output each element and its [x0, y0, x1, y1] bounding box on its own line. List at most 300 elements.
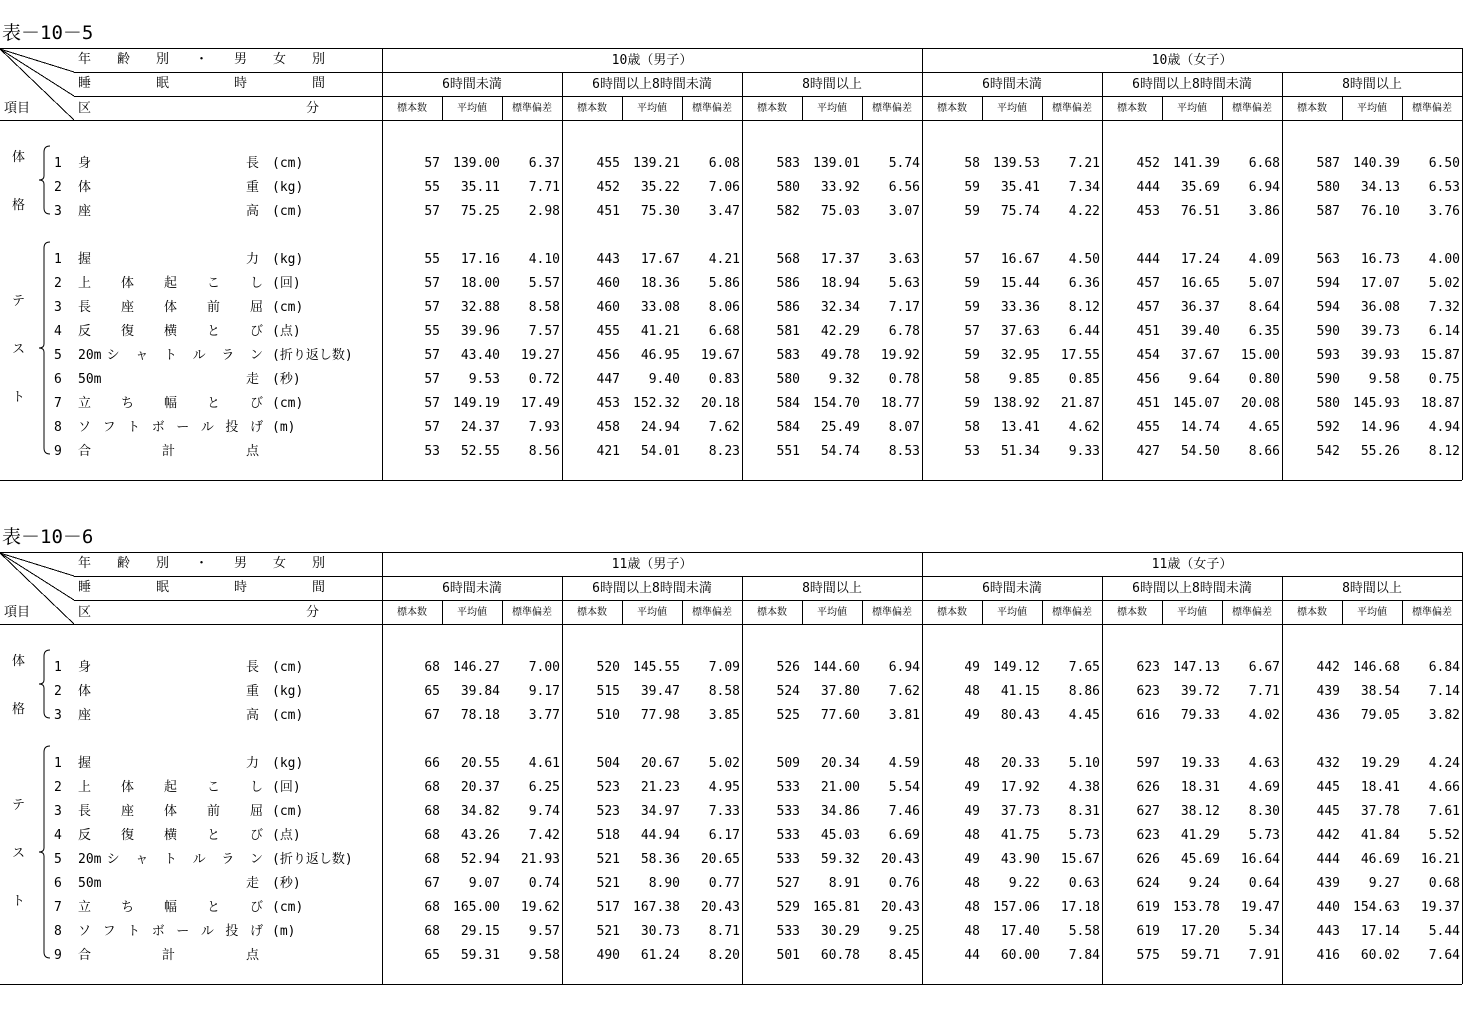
data-cell: 0.85: [1068, 372, 1100, 387]
data-cell: 68: [424, 780, 440, 795]
data-cell: 16.65: [1180, 276, 1220, 291]
row-label-char: 50m: [78, 876, 102, 891]
data-cell: 6.44: [1068, 324, 1100, 339]
data-cell: 65: [424, 684, 440, 699]
data-cell: 52.94: [460, 852, 500, 867]
data-cell: 59: [964, 300, 980, 315]
category-label-test: テ: [12, 798, 26, 813]
data-cell: 20.18: [700, 396, 740, 411]
data-cell: 6.17: [708, 828, 740, 843]
data-cell: 75.03: [820, 204, 860, 219]
data-cell: 149.12: [993, 660, 1040, 675]
data-cell: 48: [964, 900, 980, 915]
data-cell: 5.57: [528, 276, 560, 291]
data-cell: 7.21: [1068, 156, 1100, 171]
data-cell: 49: [964, 660, 980, 675]
data-cell: 41.29: [1180, 828, 1220, 843]
data-cell: 4.59: [888, 756, 920, 771]
data-cell: 453: [596, 396, 620, 411]
row-label-char: 立: [78, 396, 92, 411]
data-cell: 9.07: [468, 876, 500, 891]
data-cell: 444: [1136, 180, 1160, 195]
data-cell: 587: [1316, 156, 1340, 171]
data-cell: 0.75: [1428, 372, 1460, 387]
data-cell: 139.00: [453, 156, 500, 171]
data-cell: 5.73: [1248, 828, 1280, 843]
data-cell: 5.73: [1068, 828, 1100, 843]
header-row1-char: 女: [273, 52, 287, 67]
data-cell: 75.30: [640, 204, 680, 219]
data-cell: 597: [1136, 756, 1160, 771]
data-cell: 4.95: [708, 780, 740, 795]
header-row1-char: 齢: [117, 556, 131, 571]
data-cell: 43.26: [460, 828, 500, 843]
data-cell: 39.47: [640, 684, 680, 699]
stat-label-header: 標本数: [1297, 103, 1327, 114]
data-cell: 521: [596, 876, 620, 891]
row-unit: (m): [272, 924, 296, 939]
data-cell: 139.01: [813, 156, 860, 171]
data-cell: 37.78: [1360, 804, 1400, 819]
row-label-char: げ: [250, 924, 264, 939]
data-cell: 54.50: [1180, 444, 1220, 459]
data-cell: 4.69: [1248, 780, 1280, 795]
header-row1-char: 女: [273, 556, 287, 571]
row-number: 9: [54, 444, 62, 459]
data-cell: 39.93: [1360, 348, 1400, 363]
data-cell: 43.40: [460, 348, 500, 363]
data-cell: 436: [1316, 708, 1340, 723]
data-cell: 157.06: [993, 900, 1040, 915]
row-number: 8: [54, 924, 62, 939]
stat-label-header: 平均値: [997, 103, 1027, 114]
row-label-char: 横: [164, 324, 178, 339]
data-cell: 59: [964, 396, 980, 411]
row-label-char: 座: [78, 708, 92, 723]
header-row1-char: 別: [156, 52, 170, 67]
stat-label-header: 標準偏差: [1412, 607, 1452, 618]
data-cell: 509: [776, 756, 800, 771]
data-cell: 9.58: [1368, 372, 1400, 387]
data-cell: 48: [964, 876, 980, 891]
row-number: 1: [54, 252, 62, 267]
row-label-char: 幅: [164, 396, 178, 411]
data-cell: 520: [596, 660, 620, 675]
header-row2-char: 眠: [156, 76, 170, 91]
stat-label-header: 平均値: [637, 607, 667, 618]
data-cell: 6.25: [528, 780, 560, 795]
data-cell: 8.58: [708, 684, 740, 699]
data-cell: 533: [776, 804, 800, 819]
header-row1-char: ・: [195, 52, 209, 67]
row-label-char: 起: [164, 276, 178, 291]
row-label-char: 前: [207, 804, 221, 819]
data-cell: 7.17: [888, 300, 920, 315]
data-cell: 34.97: [640, 804, 680, 819]
data-cell: 8.45: [888, 948, 920, 963]
diag-line: [0, 49, 74, 72]
data-cell: 3.47: [708, 204, 740, 219]
data-cell: 57: [424, 204, 440, 219]
row-unit: (回): [272, 276, 301, 291]
data-cell: 626: [1136, 780, 1160, 795]
stat-label-header: 標準偏差: [1052, 607, 1092, 618]
data-cell: 145.93: [1353, 396, 1400, 411]
brace-body: [39, 146, 50, 214]
data-cell: 20.65: [700, 852, 740, 867]
row-label-char: し: [250, 780, 264, 795]
data-cell: 46.95: [640, 348, 680, 363]
data-cell: 57: [424, 372, 440, 387]
data-cell: 36.37: [1180, 300, 1220, 315]
row-number: 4: [54, 828, 62, 843]
row-label-char: 体: [121, 276, 135, 291]
data-cell: 140.39: [1353, 156, 1400, 171]
data-cell: 38.12: [1180, 804, 1220, 819]
data-cell: 17.49: [520, 396, 560, 411]
stat-label-header: 平均値: [1357, 103, 1387, 114]
stat-label-header: 標準偏差: [1232, 103, 1272, 114]
stat-label-header: 標本数: [397, 607, 427, 618]
data-cell: 6.94: [888, 660, 920, 675]
row-label-char: ト: [127, 924, 141, 939]
data-cell: 15.87: [1420, 348, 1460, 363]
data-cell: 8.58: [528, 300, 560, 315]
data-cell: 457: [1136, 276, 1160, 291]
header-row1-char: 別: [312, 52, 326, 67]
data-cell: 490: [596, 948, 620, 963]
data-cell: 4.62: [1068, 420, 1100, 435]
data-cell: 41.75: [1000, 828, 1040, 843]
row-number: 2: [54, 684, 62, 699]
data-cell: 9.27: [1368, 876, 1400, 891]
data-cell: 20.55: [460, 756, 500, 771]
data-cell: 49: [964, 852, 980, 867]
data-cell: 75.74: [1000, 204, 1040, 219]
brace-body: [39, 650, 50, 718]
data-cell: 9.22: [1008, 876, 1040, 891]
data-cell: 451: [1136, 396, 1160, 411]
data-cell: 455: [596, 324, 620, 339]
stat-label-header: 標本数: [757, 607, 787, 618]
row-label-char: ボ: [151, 420, 165, 435]
data-cell: 35.11: [460, 180, 500, 195]
data-cell: 58: [964, 156, 980, 171]
data-cell: 6.68: [708, 324, 740, 339]
data-cell: 20.08: [1240, 396, 1280, 411]
data-cell: 7.93: [528, 420, 560, 435]
data-cell: 5.74: [888, 156, 920, 171]
data-cell: 451: [596, 204, 620, 219]
data-cell: 3.07: [888, 204, 920, 219]
data-cell: 153.78: [1173, 900, 1220, 915]
row-label-char: ち: [121, 900, 135, 915]
data-cell: 37.80: [820, 684, 860, 699]
data-cell: 19.92: [880, 348, 920, 363]
data-cell: 41.15: [1000, 684, 1040, 699]
data-cell: 48: [964, 828, 980, 843]
data-cell: 3.63: [888, 252, 920, 267]
row-label-char: ル: [200, 420, 214, 435]
data-cell: 16.67: [1000, 252, 1040, 267]
data-cell: 4.00: [1428, 252, 1460, 267]
data-cell: 145.07: [1173, 396, 1220, 411]
data-cell: 9.64: [1188, 372, 1220, 387]
data-cell: 44: [964, 948, 980, 963]
sleep-group-header: 6時間以上8時間未満: [592, 581, 712, 596]
data-cell: 9.25: [888, 924, 920, 939]
data-cell: 48: [964, 756, 980, 771]
stat-label-header: 標準偏差: [872, 103, 912, 114]
data-cell: 21.87: [1060, 396, 1100, 411]
stat-label-header: 平均値: [457, 103, 487, 114]
data-cell: 624: [1136, 876, 1160, 891]
row-number: 7: [54, 396, 62, 411]
header-row2-char: 時: [234, 580, 248, 595]
row-label-char: 上: [78, 780, 92, 795]
data-cell: 523: [596, 804, 620, 819]
row-label-char: 長: [246, 660, 260, 675]
data-cell: 5.10: [1068, 756, 1100, 771]
data-cell: 0.68: [1428, 876, 1460, 891]
header-row3-char: 区: [78, 101, 92, 116]
age-sex-group-header: 11歳（男子）: [611, 557, 693, 572]
row-number: 7: [54, 900, 62, 915]
header-row2-char: 睡: [78, 76, 92, 91]
data-cell: 0.78: [888, 372, 920, 387]
row-label-char: 上: [78, 276, 92, 291]
data-cell: 60.78: [820, 948, 860, 963]
data-cell: 18.94: [820, 276, 860, 291]
stat-label-header: 平均値: [1357, 607, 1387, 618]
brace-test: [39, 242, 50, 454]
row-label-char: 力: [246, 756, 260, 771]
data-cell: 19.67: [700, 348, 740, 363]
data-cell: 455: [1136, 420, 1160, 435]
data-cell: 3.85: [708, 708, 740, 723]
data-cell: 39.96: [460, 324, 500, 339]
data-cell: 551: [776, 444, 800, 459]
header-row1-char: 別: [312, 556, 326, 571]
row-number: 6: [54, 876, 62, 891]
row-label-char: 体: [78, 684, 92, 699]
data-cell: 584: [776, 420, 800, 435]
data-cell: 8.07: [888, 420, 920, 435]
data-cell: 4.61: [528, 756, 560, 771]
row-label-char: 座: [78, 204, 92, 219]
data-cell: 8.86: [1068, 684, 1100, 699]
data-cell: 590: [1316, 324, 1340, 339]
data-cell: 39.73: [1360, 324, 1400, 339]
data-cell: 59.32: [820, 852, 860, 867]
data-cell: 9.74: [528, 804, 560, 819]
data-cell: 68: [424, 828, 440, 843]
data-cell: 0.76: [888, 876, 920, 891]
row-unit: (m): [272, 420, 296, 435]
data-cell: 518: [596, 828, 620, 843]
row-number: 3: [54, 708, 62, 723]
data-cell: 16.21: [1420, 852, 1460, 867]
data-cell: 19.37: [1420, 900, 1460, 915]
row-label-char: 走: [246, 876, 260, 891]
data-cell: 17.16: [460, 252, 500, 267]
stat-label-header: 標本数: [397, 103, 427, 114]
row-label-char: 握: [78, 252, 92, 267]
data-cell: 7.14: [1428, 684, 1460, 699]
data-cell: 7.32: [1428, 300, 1460, 315]
data-cell: 77.60: [820, 708, 860, 723]
data-cell: 517: [596, 900, 620, 915]
data-cell: 48: [964, 684, 980, 699]
data-cell: 0.77: [708, 876, 740, 891]
data-cell: 19.29: [1360, 756, 1400, 771]
category-label-body: 体: [12, 654, 26, 669]
sleep-group-header: 6時間以上8時間未満: [1132, 581, 1252, 596]
data-cell: 55: [424, 252, 440, 267]
table-title: 表－10－5: [2, 22, 94, 44]
data-cell: 54.74: [820, 444, 860, 459]
data-cell: 460: [596, 276, 620, 291]
data-cell: 440: [1316, 900, 1340, 915]
data-cell: 57: [964, 252, 980, 267]
row-label-char: ト: [164, 348, 178, 363]
row-label-char: ル: [192, 852, 206, 867]
stat-label-header: 標本数: [937, 103, 967, 114]
data-cell: 4.22: [1068, 204, 1100, 219]
data-cell: 38.54: [1360, 684, 1400, 699]
data-cell: 60.00: [1000, 948, 1040, 963]
data-cell: 4.50: [1068, 252, 1100, 267]
data-cell: 593: [1316, 348, 1340, 363]
data-cell: 439: [1316, 876, 1340, 891]
data-cell: 67: [424, 876, 440, 891]
data-cell: 533: [776, 780, 800, 795]
row-unit: (点): [272, 324, 301, 339]
data-cell: 9.53: [468, 372, 500, 387]
data-cell: 32.34: [820, 300, 860, 315]
data-cell: 17.67: [640, 252, 680, 267]
data-cell: 66: [424, 756, 440, 771]
stat-label-header: 標準偏差: [692, 103, 732, 114]
data-cell: 165.00: [453, 900, 500, 915]
data-cell: 7.62: [708, 420, 740, 435]
data-cell: 48: [964, 924, 980, 939]
data-cell: 0.80: [1248, 372, 1280, 387]
data-cell: 152.32: [633, 396, 680, 411]
data-cell: 17.92: [1000, 780, 1040, 795]
data-cell: 7.57: [528, 324, 560, 339]
data-cell: 146.27: [453, 660, 500, 675]
data-cell: 17.40: [1000, 924, 1040, 939]
data-cell: 6.14: [1428, 324, 1460, 339]
brace-test: [39, 746, 50, 958]
data-cell: 432: [1316, 756, 1340, 771]
data-cell: 586: [776, 276, 800, 291]
data-cell: 575: [1136, 948, 1160, 963]
data-cell: 580: [1316, 180, 1340, 195]
row-label-char: 長: [78, 300, 92, 315]
data-cell: 16.64: [1240, 852, 1280, 867]
row-label-char: 復: [121, 324, 135, 339]
row-label-char: 屈: [250, 804, 264, 819]
data-cell: 14.74: [1180, 420, 1220, 435]
data-cell: 6.67: [1248, 660, 1280, 675]
data-cell: 7.62: [888, 684, 920, 699]
category-label-body: 体: [12, 150, 26, 165]
header-row2-char: 眠: [156, 580, 170, 595]
data-cell: 75.25: [460, 204, 500, 219]
data-cell: 7.09: [708, 660, 740, 675]
data-cell: 580: [1316, 396, 1340, 411]
data-cell: 5.07: [1248, 276, 1280, 291]
data-cell: 55: [424, 180, 440, 195]
data-cell: 37.67: [1180, 348, 1220, 363]
data-cell: 146.68: [1353, 660, 1400, 675]
data-cell: 619: [1136, 924, 1160, 939]
row-label-char: び: [250, 900, 264, 915]
row-label-char: 長: [246, 156, 260, 171]
data-cell: 29.15: [460, 924, 500, 939]
row-number: 2: [54, 780, 62, 795]
row-label-char: 投: [225, 924, 239, 939]
data-cell: 32.88: [460, 300, 500, 315]
data-cell: 36.08: [1360, 300, 1400, 315]
row-number: 2: [54, 180, 62, 195]
row-label-char: 体: [121, 780, 135, 795]
data-cell: 17.37: [820, 252, 860, 267]
data-cell: 6.56: [888, 180, 920, 195]
row-label-char: ー: [176, 924, 190, 939]
row-label-char: ャ: [135, 852, 149, 867]
row-label-char: 屈: [250, 300, 264, 315]
data-cell: 3.81: [888, 708, 920, 723]
diag-line: [0, 49, 74, 96]
data-cell: 68: [424, 660, 440, 675]
data-cell: 20.34: [820, 756, 860, 771]
row-number: 6: [54, 372, 62, 387]
row-label-char: 反: [78, 828, 92, 843]
data-cell: 15.67: [1060, 852, 1100, 867]
data-cell: 7.84: [1068, 948, 1100, 963]
data-cell: 9.32: [828, 372, 860, 387]
data-cell: 61.24: [640, 948, 680, 963]
data-cell: 68: [424, 852, 440, 867]
row-unit: (秒): [272, 372, 301, 387]
row-unit: (cm): [272, 300, 304, 315]
row-number: 8: [54, 420, 62, 435]
data-cell: 9.40: [648, 372, 680, 387]
row-label-char: 体: [78, 180, 92, 195]
data-cell: 77.98: [640, 708, 680, 723]
row-label-char: ャ: [135, 348, 149, 363]
row-unit: (kg): [272, 252, 304, 267]
data-cell: 17.14: [1360, 924, 1400, 939]
data-cell: 44.94: [640, 828, 680, 843]
row-label-char: ラ: [221, 852, 235, 867]
data-cell: 444: [1136, 252, 1160, 267]
data-cell: 45.03: [820, 828, 860, 843]
data-cell: 0.64: [1248, 876, 1280, 891]
data-cell: 57: [424, 396, 440, 411]
header-item-label: 項目: [4, 605, 31, 620]
data-cell: 7.34: [1068, 180, 1100, 195]
row-label-char: と: [207, 324, 221, 339]
header-row2-char: 睡: [78, 580, 92, 595]
data-cell: 452: [1136, 156, 1160, 171]
row-label-char: シ: [106, 348, 120, 363]
data-cell: 59.31: [460, 948, 500, 963]
row-unit: (kg): [272, 756, 304, 771]
